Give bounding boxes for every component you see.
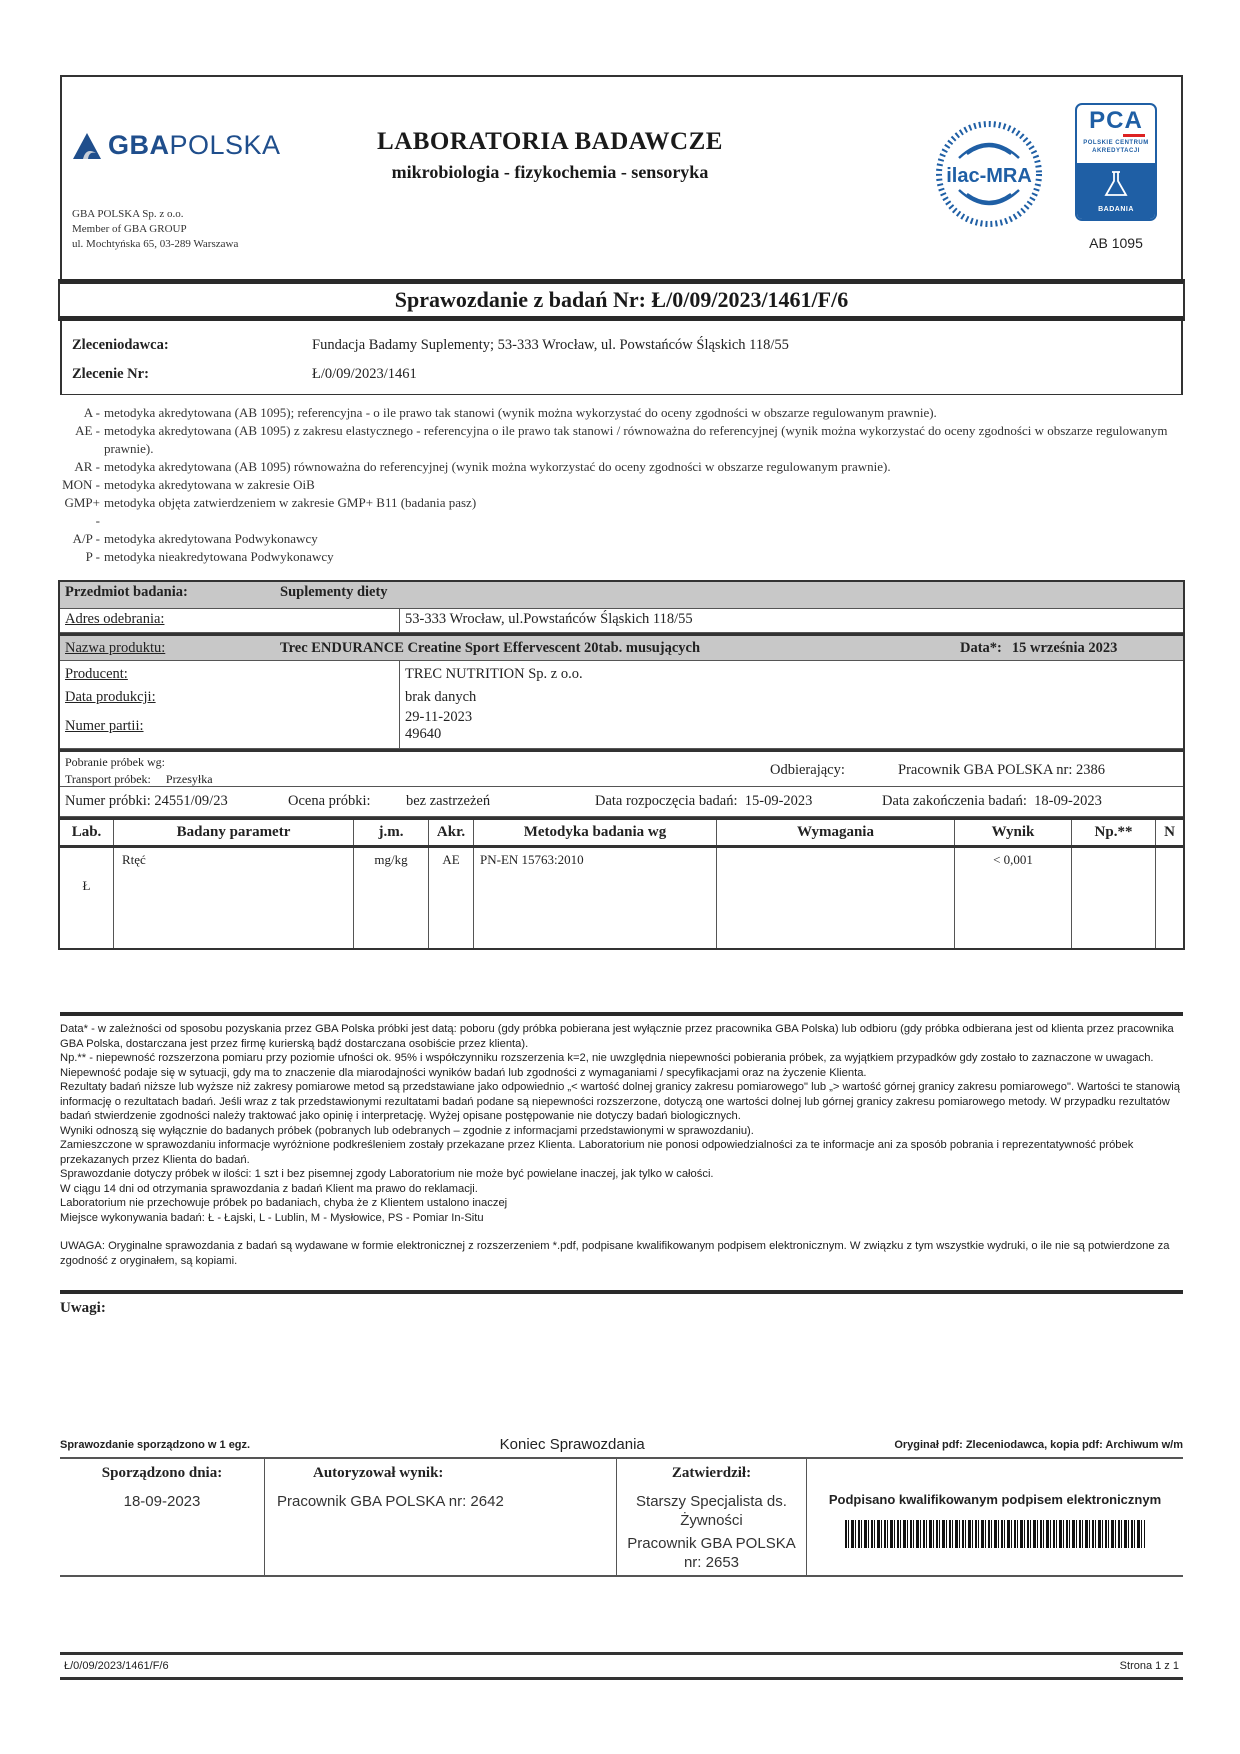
company-address xyxy=(72,207,238,252)
note: Rezultaty badań niższe lub wyższe niż zakresy pomiarowe metod są przedstawiane jako odpowiednio „< wartość dolnej granicy zakresu pomiarowego" lub „> wartość górnej granicy zakresu pomiarowego". Wartości te stanowią informację o rezultatach badań. Jeśli wraz z tak przedstawionymi rezultatami badań podane są niepewności rozszerzone, dotyczą one wartości dolnej lub górnej granicy zakresu pomiarowego metody. W przypadku rezultatów badań stwierdzenie zgodności należy traktować jako opinię i interpretację. Wyżej opisane postępowanie nie dotyczy badań biologicznych. xyxy=(60,1081,1180,1122)
sample-table xyxy=(58,580,1185,950)
end-of-report: Koniec Sprawozdania xyxy=(499,1436,645,1453)
product-row xyxy=(60,633,1183,661)
end-value: 18-09-2023 xyxy=(1034,793,1102,809)
legend-item: GMP+ - metodyka objęta zatwierdzeniem w zakresie GMP+ B11 (badania pasz) xyxy=(64,495,477,528)
sample-no-value: 24551/09/23 xyxy=(154,793,228,809)
note: Data* - w zależności od sposobu pozyskania przez GBA Polska próbki jest datą: poboru (gdy próbka pobierana jest wyłącznie przez pracownika GBA Polska) lub odbioru (gdy próbka odbierana jest od klienta przez pracownika GBA Polska, dostarczana jest przez firmę kurierską bądź dostarczana osobiście przez klienta). xyxy=(60,1023,1174,1050)
closing-line xyxy=(60,1436,1183,1453)
results-header xyxy=(60,817,1183,848)
flask-icon xyxy=(1103,169,1129,199)
row-result: < 0,001 xyxy=(955,848,1072,948)
client-box xyxy=(60,321,1183,395)
legend-item: AE - metodyka akredytowana (AB 1095) z zakresu elastycznego - referencyjna o ile prawo tak stanowi / równoważna do referencyjnej (wynik można wykorzystać do oceny zgodności w obszarze regulowanym prawnie). xyxy=(75,423,1168,456)
report-title: Sprawozdanie z badań Nr: Ł/0/09/2023/1461/F/6 xyxy=(394,287,849,312)
sample-date-label: Data*: xyxy=(960,639,1002,656)
sampling-label: Pobranie próbek wg: xyxy=(65,755,165,769)
company-group: Member of GBA GROUP xyxy=(72,223,187,235)
remarks-label: Uwagi: xyxy=(60,1300,106,1316)
approved-value: Pracownik GBA POLSKA nr: 2653 xyxy=(627,1535,796,1571)
copies-note: Sprawozdanie sporządzono w 1 egz. xyxy=(60,1438,251,1451)
subject-value: Suplementy diety xyxy=(280,584,388,600)
start-value: 15-09-2023 xyxy=(744,793,813,809)
receiver-value: Pracownik GBA POLSKA nr: 2386 xyxy=(898,762,1106,778)
order-label: Zlecenie Nr: xyxy=(72,366,149,382)
distribution-note: Oryginał pdf: Zleceniodawca, kopia pdf: Archiwum w/m xyxy=(894,1438,1183,1451)
note: W ciągu 14 dni od otrzymania sprawozdania z badań Klient ma prawo do reklamacji. xyxy=(60,1182,478,1195)
row-method: PN-EN 15763:2010 xyxy=(474,848,717,948)
row-parameter: Rtęć xyxy=(114,848,354,948)
pca-line2: AKREDYTACJI xyxy=(1092,148,1140,154)
pca-accreditation-badge xyxy=(1075,103,1157,221)
company-name: GBA POLSKA Sp. z o.o. xyxy=(72,208,184,220)
gba-polska-logo xyxy=(72,130,281,161)
order-row xyxy=(72,366,417,383)
note: Sprawozdanie dotyczy próbek w ilości: 1 szt i bez pisemnej zgody Laboratorium nie może być powielane inaczej, jak tylko w całości. xyxy=(60,1168,714,1180)
gba-triangle-icon xyxy=(72,131,102,161)
production-date-value: brak danych xyxy=(405,689,477,705)
pca-red-bar xyxy=(1123,134,1145,137)
transport-value: Przesyłka xyxy=(165,772,213,786)
legend-item: MON - metodyka akredytowana w zakresie OiB xyxy=(62,477,315,492)
client-value: Fundacja Badamy Suplementy; 53-333 Wrocław, ul. Powstańców Śląskich 118/55 xyxy=(312,337,789,353)
client-row xyxy=(72,337,789,354)
authorized-value: Pracownik GBA POLSKA nr: 2642 xyxy=(277,1493,504,1510)
authorized-label: Autoryzował wynik: xyxy=(313,1465,444,1481)
page-footer xyxy=(60,1652,1183,1680)
lab-subtitle: mikrobiologia - fizykochemia - sensoryka xyxy=(391,162,709,182)
accreditation-code: AB 1095 xyxy=(1089,235,1143,251)
approved-column xyxy=(617,1459,807,1575)
note: Miejsce wykonywania badań: Ł - Łajski, L - Lublin, M - Mysłowice, PS - Pomiar In-Situ xyxy=(60,1211,484,1224)
row-unit: mg/kg xyxy=(354,848,429,948)
note: Niepewność podaje się w sytuacji, gdy ma to znaczenie dla miarodajności wyników badań lub zgodności z wymaganiami / specyfikacjami oraz na życzenie Klienta. xyxy=(60,1066,867,1079)
sample-date-value: 15 września 2023 xyxy=(1011,639,1118,656)
subject-row xyxy=(60,582,1183,609)
signed-text: Podpisano kwalifikowanym podpisem elektronicznym xyxy=(828,1492,1162,1507)
remarks-section xyxy=(60,1290,1183,1317)
ilac-text: ilac-MRA xyxy=(946,165,1032,187)
subject-label: Przedmiot badania: xyxy=(65,584,188,600)
authorized-column xyxy=(265,1459,617,1575)
method-legend xyxy=(60,404,1183,566)
col-result: Wynik xyxy=(955,820,1072,845)
uwaga-note: UWAGA: Oryginalne sprawozdania z badań są wydawane w formie elektronicznej z rozszerzeniem *.pdf, podpisane kwalifikowanym podpisem elektronicznym. W związku z tym wszystkie wydruki, o ile nie są potwierdzone za zgodność z oryginałem, są kopiami. xyxy=(60,1240,1170,1267)
production-date-label: Data produkcji: xyxy=(65,689,156,705)
col-requirements: Wymagania xyxy=(717,820,955,845)
col-accreditation: Akr. xyxy=(429,820,474,845)
footnotes xyxy=(60,1012,1183,1268)
legend-item: P - metodyka nieakredytowana Podwykonawcy xyxy=(85,549,334,564)
pca-word: PCA xyxy=(1089,107,1143,134)
row-uncertainty xyxy=(1072,848,1156,948)
approved-label: Zatwierdził: xyxy=(671,1465,752,1481)
prepared-value: 18-09-2023 xyxy=(123,1493,201,1510)
col-method: Metodyka badania wg xyxy=(474,820,717,845)
pca-line1: POLSKIE CENTRUM xyxy=(1083,140,1149,146)
producer-block xyxy=(60,661,1183,749)
producer-value: TREC NUTRITION Sp. z o.o. xyxy=(405,666,583,682)
prepared-column xyxy=(60,1459,265,1575)
row-n xyxy=(1156,848,1183,948)
address-row xyxy=(60,609,1183,633)
page-number: Strona 1 z 1 xyxy=(1119,1660,1179,1672)
client-label: Zleceniodawca: xyxy=(72,337,169,353)
col-uncertainty: Np.** xyxy=(1072,820,1156,845)
assessment-value: bez zastrzeżeń xyxy=(406,793,491,809)
note: Wyniki odnoszą się wyłącznie do badanych próbek (pobranych lub odebranych – zgodnie z informacjami przedstawionymi w sprawozdaniu). xyxy=(60,1124,754,1137)
table-row xyxy=(60,848,1183,948)
order-value: Ł/0/09/2023/1461 xyxy=(312,366,417,382)
address-value: 53-333 Wrocław, ul.Powstańców Śląskich 118/55 xyxy=(405,611,693,627)
sampling-row xyxy=(60,749,1183,787)
report-title-bar xyxy=(58,279,1185,321)
transport-label: Transport próbek: xyxy=(65,772,151,786)
row-accreditation: AE xyxy=(429,848,474,948)
legend-item: A - metodyka akredytowana (AB 1095); referencyjna - o ile prawo tak stanowi (wynik można wykorzystać do oceny zgodności w obszarze regulowanym prawnie). xyxy=(83,405,937,420)
company-street: ul. Mochtyńska 65, 03-289 Warszawa xyxy=(72,238,239,250)
note: Np.** - niepewność rozszerzona pomiaru przy poziomie ufności ok. 95% i współczynniku rozszerzenia k=2, nie uwzględnia niepewności pobierania próbek, za wyjątkiem przypadków gdy zostało to zaznaczone w uwagach. xyxy=(60,1052,1154,1064)
batch-label: Numer partii: xyxy=(65,718,144,734)
product-label: Nazwa produktu: xyxy=(65,639,166,656)
address-label: Adres odebrania: xyxy=(60,609,400,632)
logo-polska-text: POLSKA xyxy=(169,130,281,160)
ilac-mra-logo-icon xyxy=(935,120,1043,228)
sample-no-label: Numer próbki: xyxy=(65,793,151,809)
col-parameter: Badany parametr xyxy=(114,820,354,845)
col-unit: j.m. xyxy=(354,820,429,845)
batch-value-1: 29-11-2023 xyxy=(405,709,473,725)
prepared-label: Sporządzono dnia: xyxy=(101,1465,223,1481)
pca-badania: BADANIA xyxy=(1098,206,1134,213)
approved-role: Starszy Specjalista ds. Żywności xyxy=(636,1493,787,1529)
signature-table xyxy=(60,1457,1183,1577)
note: Laboratorium nie przechowuje próbek po badaniach, chyba że z Klientem ustalono inaczej xyxy=(60,1197,508,1209)
col-n: N xyxy=(1164,824,1175,840)
row-lab: Ł xyxy=(60,848,114,948)
assessment-label: Ocena próbki: xyxy=(288,793,371,809)
note: Zamieszczone w sprawozdaniu informacje wyróżnione podkreśleniem zostały przekazane przez Klienta. Laboratorium nie ponosi odpowiedzialności za te informacje ani za sposób pobrania i reprezentatywność próbek przekazanych przez Klienta do badań. xyxy=(60,1139,1134,1166)
start-label: Data rozpoczęcia badań: xyxy=(595,793,738,809)
barcode-icon xyxy=(845,1520,1145,1548)
legend-item: AR - metodyka akredytowana (AB 1095) równoważna do referencyjnej (wynik można wykorzystać do oceny zgodności w obszarze regulowanym prawnie). xyxy=(74,459,891,474)
product-value: Trec ENDURANCE Creatine Sport Effervescent 20tab. musujących xyxy=(280,639,701,656)
receiver-label: Odbierający: xyxy=(770,762,845,778)
col-lab: Lab. xyxy=(60,820,114,845)
logo-gba-text: GBA xyxy=(108,130,170,160)
footer-report-no: Ł/0/09/2023/1461/F/6 xyxy=(64,1660,169,1672)
producer-label: Producent: xyxy=(65,666,128,682)
sample-info-row xyxy=(60,787,1183,817)
end-label: Data zakończenia badań: xyxy=(882,793,1027,809)
batch-value-2: 49640 xyxy=(405,726,442,742)
legend-item: A/P - metodyka akredytowana Podwykonawcy xyxy=(72,531,318,546)
lab-title: LABORATORIA BADAWCZE xyxy=(377,128,723,155)
row-requirements xyxy=(717,848,955,948)
electronic-signature xyxy=(807,1459,1183,1575)
